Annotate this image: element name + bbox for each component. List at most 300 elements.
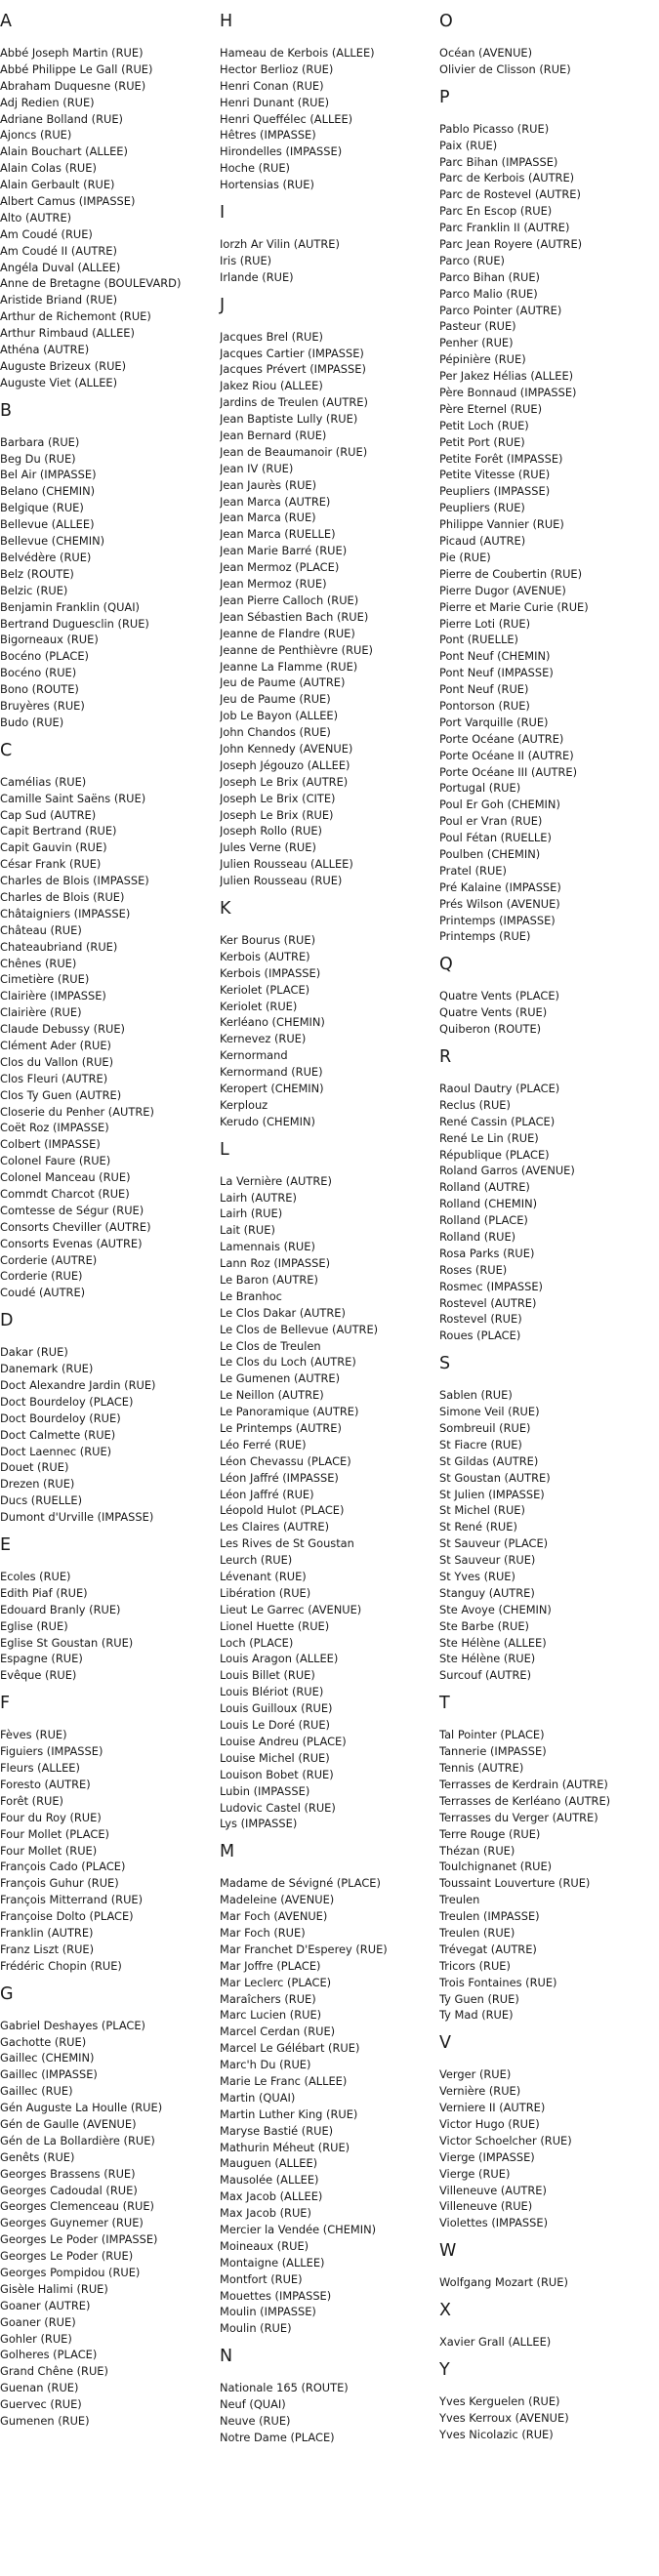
street-item: Colbert (IMPASSE) (0, 1137, 101, 1152)
section-letter: N (220, 2347, 233, 2367)
street-item: Gén de Gaulle (AVENUE) (0, 2116, 137, 2131)
street-item: Bono (ROUTE) (0, 682, 79, 697)
street-item: Philippe Vannier (RUE) (439, 517, 564, 532)
street-item: Dumont d'Urville (IMPASSE) (0, 1510, 154, 1525)
street-item: Vierge (RUE) (439, 2166, 511, 2181)
street-item: Ludovic Castel (RUE) (220, 1800, 336, 1815)
street-item: Jean Mermoz (PLACE) (220, 560, 340, 575)
street-item: Mar Leclerc (PLACE) (220, 1975, 332, 1989)
section-letter: E (0, 1535, 12, 1556)
street-item: Le Clos Dakar (AUTRE) (220, 1305, 346, 1320)
letter-section-h (220, 0, 436, 193)
street-item: Stanguy (AUTRE) (439, 1585, 535, 1600)
street-item: Le Baron (AUTRE) (220, 1273, 318, 1287)
street-item: Neuf (QUAI) (220, 2397, 286, 2412)
street-item: Aristide Briand (RUE) (0, 293, 118, 307)
street-item: Frédéric Chopin (RUE) (0, 1958, 122, 1973)
street-item: Jean IV (RUE) (220, 461, 294, 475)
street-item: Gabriel Deshayes (PLACE) (0, 2018, 146, 2032)
street-item: Parc de Kerbois (AUTRE) (439, 171, 575, 185)
street-item: Parc En Escop (RUE) (439, 204, 553, 219)
letter-section-s (439, 1344, 656, 1684)
street-item: Foresto (AUTRE) (0, 1777, 91, 1791)
street-item: Parco (RUE) (439, 253, 505, 267)
street-item: Printemps (IMPASSE) (439, 913, 556, 927)
letter-section-j (220, 286, 436, 889)
street-item: Fleurs (ALLEE) (0, 1761, 80, 1776)
street-item: Hector Berlioz (RUE) (220, 61, 334, 76)
section-letter: P (439, 87, 450, 107)
street-item: Georges Pompidou (RUE) (0, 2265, 141, 2279)
street-item: Louis Aragon (ALLEE) (220, 1652, 339, 1666)
street-item: Joseph Le Brix (RUE) (220, 807, 334, 822)
street-item: Verniere II (AUTRE) (439, 2101, 546, 2115)
street-item: Alain Colas (RUE) (0, 161, 97, 176)
street-item: Adriane Bolland (RUE) (0, 111, 123, 126)
street-item: Treulen (IMPASSE) (439, 1909, 540, 1924)
street-item: Le Branhoc (220, 1288, 282, 1303)
street-item: John Kennedy (AVENUE) (220, 741, 353, 756)
street-item: Bel Air (IMPASSE) (0, 468, 97, 482)
street-item: Tennis (AUTRE) (439, 1761, 524, 1776)
street-item: Ste Hélène (RUE) (439, 1652, 536, 1666)
street-item: Irlande (RUE) (220, 269, 294, 284)
street-item: Coët Roz (IMPASSE) (0, 1121, 109, 1135)
street-item: Neuve (RUE) (220, 2414, 291, 2428)
letter-section-x (439, 2291, 656, 2351)
letter-section-d (0, 1301, 217, 1526)
street-item: Clos Fleuri (AUTRE) (0, 1071, 108, 1085)
street-item: Mausolée (ALLEE) (220, 2173, 319, 2188)
street-item: Nationale 165 (ROUTE) (220, 2381, 349, 2395)
street-item: St Michel (RUE) (439, 1503, 525, 1518)
street-item: Auguste Brizeux (RUE) (0, 358, 127, 373)
letter-section-y (439, 2351, 656, 2443)
street-item: Joseph Jégouzo (ALLEE) (220, 757, 350, 772)
street-item: Rostevel (AUTRE) (439, 1295, 537, 1310)
street-item: Athéna (AUTRE) (0, 343, 90, 357)
section-letter: T (439, 1694, 450, 1714)
street-item: Trois Fontaines (RUE) (439, 1975, 557, 1989)
street-item: Clairière (RUE) (0, 1005, 82, 1020)
street-item: Pasteur (RUE) (439, 319, 516, 334)
street-item: Parc Franklin II (AUTRE) (439, 221, 570, 235)
street-item: Keriolet (RUE) (220, 999, 298, 1013)
street-item: Bertrand Duguesclin (RUE) (0, 616, 149, 631)
street-item: Henri Dunant (RUE) (220, 95, 330, 109)
street-item: Yves Kerroux (AVENUE) (439, 2410, 569, 2425)
street-item: République (PLACE) (439, 1147, 550, 1162)
street-item: Jacques Cartier (IMPASSE) (220, 346, 364, 360)
street-item: Charles de Blois (RUE) (0, 889, 125, 904)
street-item: Lieut Le Garrec (AVENUE) (220, 1602, 362, 1616)
column-3 (439, 0, 656, 2443)
street-item: Montfort (RUE) (220, 2271, 303, 2286)
street-item: Henri Conan (RUE) (220, 78, 324, 93)
street-item: Alto (AUTRE) (0, 210, 72, 225)
street-item: Château (RUE) (0, 922, 82, 937)
street-item: Jean Jaurès (RUE) (220, 477, 317, 492)
street-item: Gaillec (CHEMIN) (0, 2051, 95, 2065)
street-item: Roues (PLACE) (439, 1329, 521, 1343)
street-item: Toussaint Louverture (RUE) (439, 1876, 591, 1891)
street-item: Yves Kerguelen (RUE) (439, 2393, 560, 2408)
street-item: Hêtres (IMPASSE) (220, 128, 316, 143)
section-letter: F (0, 1694, 11, 1714)
street-item: Rosa Parks (RUE) (439, 1246, 535, 1260)
street-item: Golheres (PLACE) (0, 2348, 98, 2362)
street-item: Petit Port (RUE) (439, 434, 525, 449)
street-item: Bocéno (PLACE) (0, 649, 89, 664)
letter-section-k (220, 889, 436, 1130)
street-item: Ste Barbe (RUE) (439, 1618, 529, 1633)
street-item: Léo Ferré (RUE) (220, 1437, 307, 1452)
street-item: Iris (RUE) (220, 253, 272, 267)
street-item: Clos du Vallon (RUE) (0, 1054, 114, 1069)
street-item: Jeanne La Flamme (RUE) (220, 659, 358, 674)
street-item: Joseph Le Brix (AUTRE) (220, 774, 349, 789)
street-item: Vierge (IMPASSE) (439, 2149, 535, 2164)
street-item: Violettes (IMPASSE) (439, 2216, 549, 2230)
street-item: Commdt Charcot (RUE) (0, 1187, 130, 1201)
street-item: Petit Loch (RUE) (439, 418, 529, 432)
street-item: Roses (RUE) (439, 1262, 508, 1277)
street-item: Pont (RUELLE) (439, 633, 518, 647)
street-item: Hameau de Kerbois (ALLEE) (220, 46, 375, 60)
street-item: Louis Le Doré (RUE) (220, 1718, 330, 1733)
section-letter: Q (439, 955, 453, 975)
street-item: Coudé (AUTRE) (0, 1286, 86, 1300)
street-item: Ty Mad (RUE) (439, 2008, 514, 2023)
street-item: Kerbois (IMPASSE) (220, 965, 321, 980)
street-item: Ducs (RUELLE) (0, 1493, 83, 1508)
street-item: Gaillec (RUE) (0, 2084, 73, 2099)
street-item: Martin (QUAI) (220, 2090, 296, 2105)
street-item: Parco Pointer (AUTRE) (439, 303, 562, 317)
street-item: Beg Du (RUE) (0, 451, 76, 466)
street-item: Drezen (RUE) (0, 1477, 75, 1492)
street-item: Porte Océane II (AUTRE) (439, 748, 574, 762)
street-item: St Fiacre (RUE) (439, 1437, 522, 1452)
street-item: Jean Marie Barré (RUE) (220, 544, 348, 558)
street-item: Jean Pierre Calloch (RUE) (220, 593, 359, 607)
section-letter: A (0, 12, 12, 31)
street-item: Océan (AVENUE) (439, 46, 533, 60)
street-item: Abbé Joseph Martin (RUE) (0, 46, 144, 60)
street-item: Mathurin Méheut (RUE) (220, 2140, 350, 2154)
street-item: César Frank (RUE) (0, 857, 102, 872)
street-item: Victor Schoelcher (RUE) (439, 2133, 572, 2147)
street-item: Le Clos du Loch (AUTRE) (220, 1355, 356, 1370)
street-item: Petite Forêt (IMPASSE) (439, 451, 563, 466)
section-letter: G (0, 1983, 14, 2004)
street-item: St Goustan (AUTRE) (439, 1470, 551, 1485)
street-item: Marcel Le Gélébart (RUE) (220, 2041, 360, 2056)
street-item: Le Clos de Bellevue (AUTRE) (220, 1322, 379, 1336)
street-item: Les Rives de St Goustan (220, 1536, 354, 1551)
letter-section-r (439, 1038, 656, 1344)
street-item: Vernière (RUE) (439, 2084, 521, 2099)
street-item: Franklin (AUTRE) (0, 1925, 94, 1940)
street-item: Toulchignanet (RUE) (439, 1860, 553, 1874)
section-letter: W (439, 2241, 457, 2262)
street-item: Thézan (RUE) (439, 1843, 515, 1858)
street-item: Douet (RUE) (0, 1460, 69, 1475)
street-item: François Cado (PLACE) (0, 1860, 126, 1874)
street-item: Cimetière (RUE) (0, 972, 90, 987)
street-item: Moineaux (RUE) (220, 2238, 309, 2253)
street-item: Poul er Vran (RUE) (439, 814, 543, 829)
street-item: Max Jacob (RUE) (220, 2206, 311, 2221)
street-item: Jean de Beaumanoir (RUE) (220, 444, 368, 459)
street-item: Gohler (RUE) (0, 2331, 72, 2346)
street-item: Fèves (RUE) (0, 1728, 67, 1742)
street-item: Clos Ty Guen (AUTRE) (0, 1087, 122, 1102)
street-item: Henri Queffélec (ALLEE) (220, 111, 353, 126)
street-item: Peupliers (IMPASSE) (439, 484, 551, 499)
street-item: Poul Er Goh (CHEMIN) (439, 797, 560, 812)
column-2 (220, 0, 436, 2446)
street-item: Georges Clemenceau (RUE) (0, 2199, 154, 2214)
street-item: Pierre et Marie Curie (RUE) (439, 599, 589, 614)
street-item: Louise Michel (RUE) (220, 1750, 330, 1765)
street-item: Figuiers (IMPASSE) (0, 1744, 103, 1759)
street-item: Pré Kalaine (IMPASSE) (439, 879, 561, 894)
street-item: Terrasses du Verger (AUTRE) (439, 1810, 598, 1824)
street-item: René Cassin (PLACE) (439, 1114, 556, 1128)
letter-section-i (220, 193, 436, 286)
street-item: Léon Jaffré (RUE) (220, 1487, 314, 1501)
street-item: Camille Saint Saëns (RUE) (0, 791, 146, 805)
street-item: Albert Camus (IMPASSE) (0, 194, 136, 209)
street-item: Keriolet (PLACE) (220, 982, 310, 997)
street-item: Maraîchers (RUE) (220, 1991, 316, 2006)
street-item: St Sauveur (RUE) (439, 1553, 536, 1568)
street-item: Les Claires (AUTRE) (220, 1520, 330, 1534)
street-item: Rosmec (IMPASSE) (439, 1279, 543, 1293)
street-item: Espagne (RUE) (0, 1652, 83, 1666)
section-letter: O (439, 12, 453, 31)
street-item: Sablen (RUE) (439, 1388, 513, 1403)
street-item: Raoul Dautry (PLACE) (439, 1081, 560, 1095)
street-item: Eglise (RUE) (0, 1618, 68, 1633)
section-letter: L (220, 1139, 229, 1160)
street-item: Capit Gauvin (RUE) (0, 840, 107, 855)
street-item: Gachotte (RUE) (0, 2034, 87, 2049)
street-item: Loch (PLACE) (220, 1635, 294, 1650)
street-item: Belzic (RUE) (0, 583, 68, 597)
street-item: Marc'h Du (RUE) (220, 2058, 311, 2072)
street-item: Picaud (AUTRE) (439, 534, 526, 549)
street-item: Corderie (RUE) (0, 1269, 83, 1284)
street-item: François Guhur (RUE) (0, 1876, 119, 1891)
street-item: Pont Neuf (CHEMIN) (439, 649, 551, 664)
street-item: Jardins de Treulen (AUTRE) (220, 395, 368, 410)
street-item: Evêque (RUE) (0, 1668, 77, 1683)
column-1 (0, 0, 217, 2430)
street-item: Ker Bourus (RUE) (220, 932, 316, 947)
street-item: Lamennais (RUE) (220, 1240, 315, 1254)
street-item: Alain Gerbault (RUE) (0, 178, 115, 192)
street-item: Moulin (RUE) (220, 2321, 292, 2336)
street-item: Corderie (AUTRE) (0, 1252, 98, 1267)
section-letter: I (220, 203, 226, 224)
street-item: Camélias (RUE) (0, 774, 87, 789)
section-letter: S (439, 1354, 451, 1374)
street-item: St Julien (IMPASSE) (439, 1487, 545, 1501)
letter-section-t (439, 1684, 656, 2024)
street-item: Père Bonnaud (IMPASSE) (439, 386, 577, 400)
street-item: Ste Avoye (CHEMIN) (439, 1602, 552, 1616)
street-item: Am Coudé II (AUTRE) (0, 243, 117, 258)
street-item: Poul Fétan (RUELLE) (439, 831, 552, 845)
street-item: Martin Luther King (RUE) (220, 2106, 358, 2121)
street-item: Wolfgang Mozart (RUE) (439, 2275, 568, 2290)
street-item: Kernormand (RUE) (220, 1065, 323, 1080)
street-item: Job Le Bayon (ALLEE) (220, 709, 339, 723)
street-item: Pie (RUE) (439, 550, 491, 564)
street-item: Pierre Dugor (AVENUE) (439, 583, 566, 597)
street-item: Joseph Rollo (RUE) (220, 824, 322, 838)
street-item: Gén Auguste La Houlle (RUE) (0, 2101, 163, 2115)
street-item: Auguste Viet (ALLEE) (0, 375, 118, 389)
section-letter: D (0, 1311, 14, 1331)
letter-section-n (220, 2337, 436, 2446)
street-item: Bellevue (ALLEE) (0, 517, 95, 532)
street-item: Dakar (RUE) (0, 1345, 68, 1360)
street-item: Gumenen (RUE) (0, 2414, 90, 2428)
street-item: Georges Le Poder (IMPASSE) (0, 2232, 158, 2247)
street-item: Guervec (RUE) (0, 2397, 82, 2412)
street-item: Penher (RUE) (439, 336, 514, 350)
street-item: François Mitterrand (RUE) (0, 1893, 144, 1907)
street-item: Iorzh Ar Vilin (AUTRE) (220, 237, 340, 252)
street-item: Jeu de Paume (AUTRE) (220, 675, 346, 690)
street-item: Xavier Grall (ALLEE) (439, 2335, 552, 2350)
street-item: Goaner (AUTRE) (0, 2298, 91, 2312)
street-item: Keropert (CHEMIN) (220, 1081, 324, 1095)
street-item: Barbara (RUE) (0, 434, 80, 449)
street-item: Colonel Manceau (RUE) (0, 1170, 131, 1185)
street-item: Victor Hugo (RUE) (439, 2116, 540, 2131)
street-item: Lionel Huette (RUE) (220, 1618, 330, 1633)
street-item: Marc Lucien (RUE) (220, 2008, 322, 2023)
street-item: Ajoncs (RUE) (0, 128, 72, 143)
street-item: Danemark (RUE) (0, 1362, 94, 1376)
street-item: Ty Guen (RUE) (439, 1991, 519, 2006)
section-letter: H (220, 12, 233, 31)
street-item: Bruyères (RUE) (0, 698, 85, 713)
street-item: Doct Calmette (RUE) (0, 1427, 116, 1442)
street-item: Parc de Rostevel (AUTRE) (439, 187, 581, 202)
street-item: Louis Guilloux (RUE) (220, 1701, 333, 1716)
street-item: Belvédère (RUE) (0, 550, 92, 564)
street-item: Louison Bobet (RUE) (220, 1767, 334, 1781)
street-item: Mouettes (IMPASSE) (220, 2288, 332, 2303)
section-letter: K (220, 898, 231, 919)
street-item: Benjamin Franklin (QUAI) (0, 599, 140, 614)
street-item: Jeanne de Penthièvre (RUE) (220, 642, 373, 657)
street-item: Marie Le Franc (ALLEE) (220, 2073, 348, 2088)
section-letter: R (439, 1046, 452, 1067)
street-item: Kerplouz (220, 1097, 268, 1112)
letter-section-p (439, 78, 656, 946)
street-item: John Chandos (RUE) (220, 725, 331, 740)
street-item: Edith Piaf (RUE) (0, 1585, 88, 1600)
street-item: Belz (ROUTE) (0, 566, 74, 581)
street-item: Trévegat (AUTRE) (439, 1942, 537, 1956)
street-item: Jules Verne (RUE) (220, 840, 316, 855)
street-item: Le Gumenen (AUTRE) (220, 1371, 341, 1386)
street-item: Four du Roy (RUE) (0, 1810, 102, 1824)
street-item: Angéla Duval (ALLEE) (0, 260, 121, 274)
letter-section-a (0, 0, 217, 391)
street-item: Montaigne (ALLEE) (220, 2255, 325, 2269)
street-item: Julien Rousseau (ALLEE) (220, 857, 353, 872)
street-item: Max Jacob (ALLEE) (220, 2189, 323, 2204)
street-item: Madame de Sévigné (PLACE) (220, 1876, 381, 1891)
street-item: Olivier de Clisson (RUE) (439, 61, 571, 76)
section-letter: V (439, 2033, 451, 2054)
street-item: Surcouf (AUTRE) (439, 1668, 532, 1683)
street-item: Villeneuve (AUTRE) (439, 2183, 547, 2197)
street-item: Léopold Hulot (PLACE) (220, 1503, 345, 1518)
street-item: Roland Garros (AVENUE) (439, 1164, 575, 1178)
street-item: Bocéno (RUE) (0, 666, 77, 680)
street-item: Belano (CHEMIN) (0, 484, 96, 499)
street-item: Goaner (RUE) (0, 2314, 76, 2329)
street-item: René Le Lin (RUE) (439, 1130, 539, 1145)
street-item: Pont Neuf (IMPASSE) (439, 666, 554, 680)
street-item: Grand Chêne (RUE) (0, 2364, 108, 2379)
street-item: Consorts Cheviller (AUTRE) (0, 1219, 151, 1234)
street-item: Doct Bourdeloy (RUE) (0, 1411, 121, 1425)
street-item: Jean Baptiste Lully (RUE) (220, 412, 358, 427)
letter-section-m (220, 1832, 436, 2337)
street-item: Villeneuve (RUE) (439, 2199, 533, 2214)
street-item: Sombreuil (RUE) (439, 1421, 531, 1436)
street-item: Mercier la Vendée (CHEMIN) (220, 2222, 377, 2236)
street-item: Closerie du Penher (AUTRE) (0, 1104, 154, 1119)
street-item: Kerléano (CHEMIN) (220, 1015, 325, 1030)
street-item: Am Coudé (RUE) (0, 226, 93, 241)
street-item: Mar Franchet D'Esperey (RUE) (220, 1942, 388, 1956)
street-item: Bellevue (CHEMIN) (0, 534, 105, 549)
street-item: Arthur de Richemont (RUE) (0, 309, 151, 324)
street-item: Porte Océane III (AUTRE) (439, 764, 578, 779)
street-item: Georges Cadoudal (RUE) (0, 2183, 138, 2197)
street-item: Poulben (CHEMIN) (439, 846, 541, 861)
letter-section-g (0, 1975, 217, 2430)
street-item: Le Printemps (AUTRE) (220, 1421, 342, 1436)
street-item: Alain Bouchart (ALLEE) (0, 144, 128, 159)
letter-section-o (439, 0, 656, 78)
street-item: Tal Pointer (PLACE) (439, 1728, 545, 1742)
street-item: Edouard Branly (RUE) (0, 1602, 121, 1616)
street-item: Jeu de Paume (RUE) (220, 692, 331, 707)
street-item: St Yves (RUE) (439, 1570, 515, 1584)
street-item: Hirondelles (IMPASSE) (220, 144, 343, 159)
letter-section-w (439, 2231, 656, 2291)
section-letter: M (220, 1842, 235, 1862)
street-item: Tannerie (IMPASSE) (439, 1744, 547, 1759)
street-item: Hortensias (RUE) (220, 178, 314, 192)
street-item: Anne de Bretagne (BOULEVARD) (0, 276, 182, 291)
street-item: Terrasses de Kerdrain (AUTRE) (439, 1777, 608, 1791)
section-letter: X (439, 2301, 451, 2321)
street-item: Jean Marca (AUTRE) (220, 494, 331, 509)
street-item: Le Clos de Treulen (220, 1338, 321, 1353)
